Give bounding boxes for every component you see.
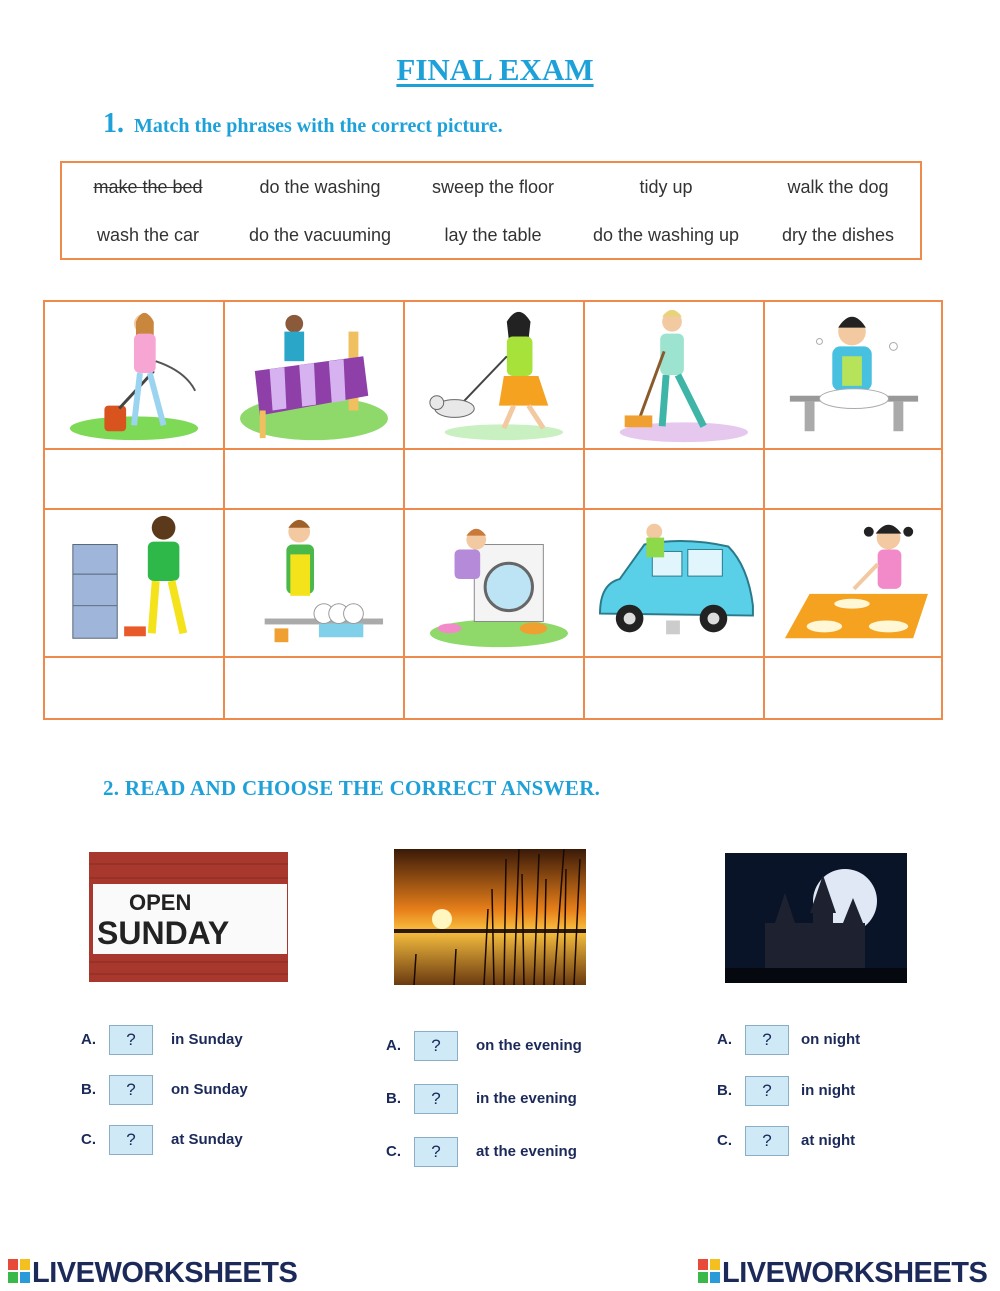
option-letter: A. [81, 1031, 96, 1048]
option-2c [386, 1137, 626, 1169]
option-letter: B. [81, 1081, 96, 1098]
option-text: on the evening [476, 1037, 582, 1054]
sign-text-open: OPEN [129, 890, 192, 915]
washing-machine-picture [403, 508, 585, 658]
option-2b [386, 1084, 626, 1116]
option-1a [81, 1025, 301, 1057]
answer-cell-1[interactable] [43, 448, 225, 510]
answer-cell-6[interactable] [43, 656, 225, 720]
option-letter: C. [717, 1132, 732, 1149]
word-make-the-bed[interactable]: make the bed [93, 177, 203, 197]
answer-cell-10[interactable] [763, 656, 943, 720]
sign-text-sunday: SUNDAY [97, 915, 230, 951]
option-letter: B. [717, 1082, 732, 1099]
word-lay-the-table[interactable]: lay the table [444, 225, 542, 245]
tidy-up-picture [43, 508, 225, 658]
option-3b [717, 1076, 917, 1108]
open-sunday-sign [89, 852, 288, 982]
answer-box-3b[interactable]: ? [745, 1076, 789, 1106]
brand-left [8, 1257, 297, 1290]
liveworksheets-logo-icon [8, 1259, 30, 1283]
answer-cell-4[interactable] [583, 448, 765, 510]
option-text: in the evening [476, 1090, 577, 1107]
brand-name: LIVEWORKSHEETS [722, 1257, 988, 1289]
castle-full-moon [725, 853, 907, 983]
option-letter: C. [386, 1143, 401, 1160]
word-dry-the-dishes[interactable]: dry the dishes [781, 225, 895, 245]
answer-cell-9[interactable] [583, 656, 765, 720]
answer-box-3c[interactable]: ? [745, 1126, 789, 1156]
sweeping-picture [583, 300, 765, 450]
question-instruction: Match the phrases with the correct picture. [134, 115, 503, 137]
word-wash-the-car[interactable]: wash the car [96, 225, 200, 245]
answer-box-3a[interactable]: ? [745, 1025, 789, 1055]
option-1c [81, 1125, 301, 1157]
option-text: at the evening [476, 1143, 577, 1160]
word-tidy-up[interactable]: tidy up [639, 177, 693, 197]
option-2a [386, 1031, 626, 1063]
answer-cell-7[interactable] [223, 656, 405, 720]
answer-cell-5[interactable] [763, 448, 943, 510]
bed-picture [223, 300, 405, 450]
answer-box-2b[interactable]: ? [414, 1084, 458, 1114]
answer-box-2c[interactable]: ? [414, 1137, 458, 1167]
option-text: at Sunday [171, 1131, 243, 1148]
word-do-the-washing-up[interactable]: do the washing up [592, 225, 740, 245]
question-number: 1. [103, 108, 124, 139]
answer-box-1b[interactable]: ? [109, 1075, 153, 1105]
word-sweep-the-floor[interactable]: sweep the floor [431, 177, 555, 197]
option-letter: A. [717, 1031, 732, 1048]
brand-name: LIVEWORKSHEETS [32, 1257, 298, 1289]
option-3c [717, 1126, 917, 1158]
liveworksheets-logo-icon [698, 1259, 720, 1283]
option-text: on night [801, 1031, 861, 1048]
question-1-heading [103, 108, 503, 140]
dog-walking-picture [403, 300, 585, 450]
table-laying-picture [763, 508, 943, 658]
drying-dishes-picture [223, 508, 405, 658]
option-text: in night [801, 1082, 856, 1099]
car-wash-picture [583, 508, 765, 658]
word-walk-the-dog[interactable]: walk the dog [787, 177, 889, 197]
answer-box-1a[interactable]: ? [109, 1025, 153, 1055]
word-do-the-vacuuming[interactable]: do the vacuuming [248, 225, 392, 245]
word-bank [60, 161, 922, 260]
option-3a [717, 1025, 917, 1057]
answer-box-1c[interactable]: ? [109, 1125, 153, 1155]
page-title: FINAL EXAM [396, 52, 594, 87]
answer-cell-2[interactable] [223, 448, 405, 510]
option-text: in Sunday [171, 1031, 243, 1048]
washing-up-picture [763, 300, 943, 450]
vacuuming-picture [43, 300, 225, 450]
word-do-the-washing[interactable]: do the washing [259, 177, 381, 197]
answer-box-2a[interactable]: ? [414, 1031, 458, 1061]
answer-cell-3[interactable] [403, 448, 585, 510]
option-text: at night [801, 1132, 856, 1149]
question-2-heading: 2. READ AND CHOOSE THE CORRECT ANSWER. [103, 776, 601, 800]
brand-right [698, 1257, 987, 1290]
option-1b [81, 1075, 301, 1107]
answer-cell-8[interactable] [403, 656, 585, 720]
sunset-lake [394, 849, 586, 985]
picture-grid [43, 300, 943, 720]
option-letter: C. [81, 1131, 96, 1148]
option-letter: B. [386, 1090, 401, 1107]
option-letter: A. [386, 1037, 401, 1054]
option-text: on Sunday [171, 1081, 248, 1098]
